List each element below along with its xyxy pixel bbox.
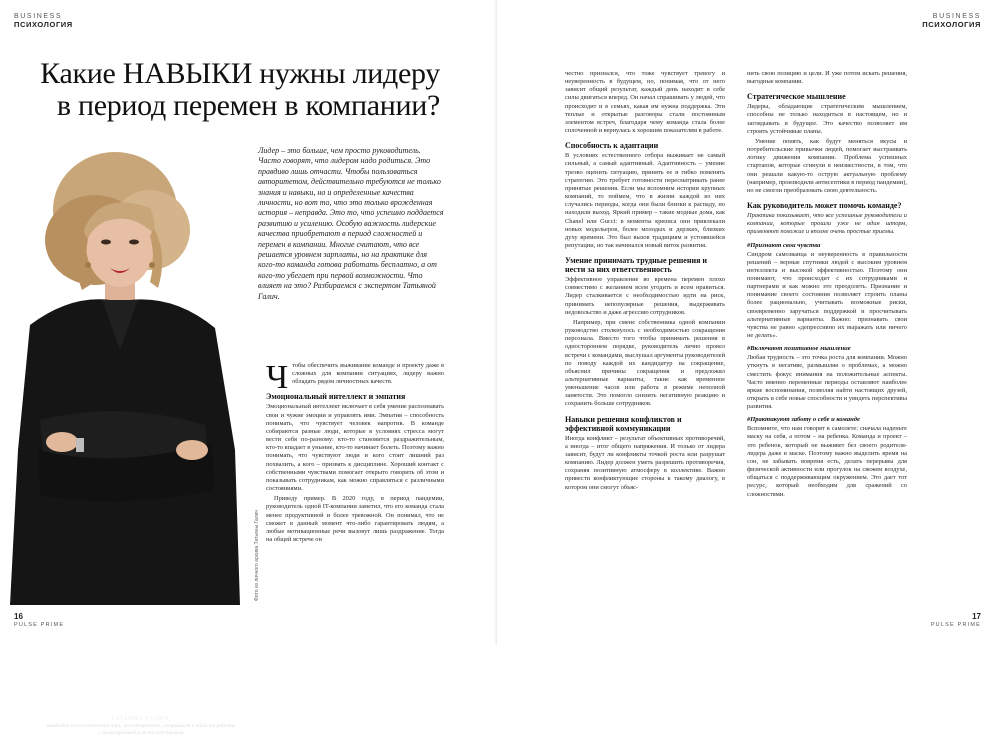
body-paragraph: Эффективное управление во времена перемен плохо совместимо с желанием всем угодить и всем нравиться. Лидер сталкивается с необходимостью идти на риск, принимать непопулярные решения, выдерживать недовольство и даже агрессию сотрудников.: [565, 276, 725, 316]
text-column-2: [565, 70, 725, 605]
body-paragraph-italic: Практика показывает, что все успешные руководители и компании, которые прошли уже не один шторм, применяют похожие и вполне очень простые приемы.: [747, 212, 907, 236]
body-paragraph: Любая трудность – это точка роста для компании. Можно уткнуть в негативе, размышляя о проблемах, а можно сместить фокус внимания на положительные аспекты. Часто именно переменные периоды оставляют наиболее яркие воспоминания, позволяя найти настоящих друзей, открыть в себе новые способности и увидеть перспективы развития.: [747, 354, 907, 411]
magazine-name-right: PULSE PRIME: [930, 621, 981, 628]
section-label: BUSINESS: [932, 13, 981, 20]
body-paragraph: Иногда конфликт – результат объективных противоречий, а иногда – итог общего напряжения. И только от лидера зависит, будут ли конфликты точкой роста или разрушат компанию. Лидер должен уметь разрешить противоречия, сохраняя позитивную атмосферу в коллективе. Важно привести конфликтующие стороны к такому диалогу, в котором они смогут объяс-: [565, 434, 725, 491]
subsection-label: ПСИХОЛОГИЯ: [14, 20, 73, 30]
tip-heading: #Практикуют заботу о себе и команде: [747, 416, 860, 424]
tip-heading: #Включают позитивное мышление: [747, 345, 851, 353]
page-number-left: 16: [14, 612, 23, 621]
caption-name: ТАТЬЯНА ГАЛИЧ,: [110, 716, 172, 722]
subsection-label: ПСИХОЛОГИЯ: [922, 20, 981, 30]
caption-text: кандидат психологических наук, психотерапевт, специалист в области работы с психотравмой и ее последствиями: [46, 723, 236, 736]
drop-cap: Ч: [266, 359, 289, 396]
body-paragraph: Вспомните, что нам говорят в самолете: сначала наденьте маску на себя, а потом – на ребенка. Команда и проект – это ребенок, который не выживет без своего родителя-лидера даже в маске. Поэтому важно выделить время на сон, не забывать вовремя есть, делать перерывы для физической активности или прогулок на свежем воздухе, общаться с поддерживающим окружением. Это дает тот ресурс, который необходим для сражений со сложностями.: [747, 425, 907, 498]
tip-heading: #Признают свои чувства: [747, 241, 821, 249]
footer-left: [14, 612, 64, 628]
body-paragraph: честно признался, что тоже чувствует тревогу и неуверенность в будущем, но, понимая, что от него зависит общий результат, каждый день находит в себе силы двигаться вперед. Он начал спрашивать у людей, что происходит и в семьях, какая им нужна поддержка. Эти теплые и открытые разговоры стали постоянным элементом встреч, благодаря чему команда стала более сплоченной и вернулась к хорошим показателям в работе.: [565, 70, 725, 135]
body-paragraph: Эмоциональный интеллект включает в себя умение распознавать свои и чужие эмоции и управлять ими. Эмпатия – способность понимать, что чувствует человек напротив. В команде собираются разные люди, которые в условиях стресса могут вести себя по-разному: кто-то становится раздражительным, кто-то впадает в уныние, кто-то начинает болеть. Поэтому важно понимать, что чувствуют люди и кого стоит лишний раз похвалить, а кого – призвать к дисциплине. Хороший контакт с собственными чувствами помогает открыто говорить об этом и показывать сотрудникам, как можно справляться с различными состояниями.: [266, 403, 444, 493]
magazine-name-left: PULSE PRIME: [14, 621, 65, 628]
text-column-1: [266, 359, 444, 607]
body-paragraph: Например, при смене собственника одной компании руководство столкнулось с необходимостью сокращения персонала. Вместо того чтобы принимать решения в одностороннем порядке, руководитель лично провел встречи с командами, выслушал аргументы руководителей по поводу каждой их кандидатур на сокращение, объяснил причины сокращения и предложил альтернативные варианты, такие как временное уменьшение часов или работа в режиме неполной занятости. Это помогло снизить негативную реакцию и сохранить больше сотрудников.: [565, 318, 725, 408]
page-number-right: 17: [972, 612, 981, 621]
body-paragraph: Умение понять, как будут меняться вкусы и потребительские привычки людей, помогает выстраивать логику движения компании. Проблема успешных стартапов, которые сгинули в неизвестности, в том, что они решали какую-то острую актуальную проблему (например, производили антисептики в период пандемии), но не смогли преобразовать свою деятельность.: [747, 137, 907, 194]
section-label: BUSINESS: [14, 13, 63, 20]
section-header-right: [922, 13, 981, 30]
portrait-illustration: [0, 150, 250, 605]
footer-right: [931, 612, 981, 628]
section-header-left: [14, 13, 73, 30]
intro-text: тобы обеспечить выживание команде и проекту даже в сложных для компании ситуациях, лидеру важно обладать рядом личностных качеств.: [292, 362, 444, 386]
subheading-adaptation: Способность к адаптации: [565, 141, 659, 151]
text-column-3: [747, 70, 907, 605]
article-title: Какие НАВЫКИ нужны лидеру в период перемен в компании?: [40, 57, 440, 122]
body-paragraph: В условиях естественного отбора выживает не самый сильный, а самый адаптивный. Адаптивность – умение трезво оценить ситуацию, принять ее и гибко поменять стратегию. Это требует готовности пересматривать ранее принятые решения. Если мы вспомним истории крупных компаний, то поймем, что в жизни каждой из них случались периоды, когда они были близки к распаду, но находили выход. Яркий пример – такие модные дома, как Chanel или Gucci: в моменты кризиса они привлекали новых модельеров, более молодых и дерзких, близких духу времени. Это был вызов традициям и устоявшейся репутации, но так начинался новый виток развития.: [565, 152, 725, 249]
photo-credit: [253, 440, 261, 605]
photo-credit-text: Фото из личного архива Татьяны Галич: [254, 509, 260, 601]
subheading-conflicts: Навыки решения конфликтов и эффективной коммуникации: [565, 414, 682, 433]
left-page: [0, 0, 497, 736]
body-paragraph: Лидеры, обладающие стратегическим мышлением, способны не только находиться в настоящем, но и заглядывать в будущее. Это качество позволяет им строить устойчивые планы.: [747, 103, 907, 135]
body-paragraph: Синдром самозванца и неуверенность в правильности решений – верные спутники людей с высоким уровнем интеллекта и высокой эффективностью. Поэтому они понимают, что происходит с их сотрудниками и партнерами и как можно это преодолеть. Признание и понимание своего состояния позволяет строить планы более рационально, учитывать возможные риски, своевременно заручаться поддержкой и просчитывать альтернативные варианты. Важно: признавать свои чувства не равно «депрессивно их выражать или ничего не делать».: [747, 250, 907, 340]
photo-caption: [46, 716, 236, 737]
article-lead: Лидер – это больше, чем просто руководитель. Часто говорят, что лидером надо родиться. Это правдиво лишь отчасти. Чтобы пользоваться авторитетом, действительно требуются не только знания и навыки, но и определенные качества личности, но вот то, что это только врожденная история – неправда. Это то, что успешно поддается развитию и усилению. Особую важность лидерские качества приобретают в период сложностей и перемен в компании. Многие считают, что все решается уровнем зарплаты, но на практике для кого-то команда готова работать бесплатно, а от кого-то убегает при первой возможности. Что влияет на это? Разбираемся с экспертом Татьяной Галич.: [258, 146, 444, 301]
subheading-how-to-help: Как руководитель может помочь команде?: [747, 201, 902, 211]
intro-paragraph: [266, 359, 444, 396]
body-paragraph: Приведу пример. В 2020 году, в период пандемии, руководитель одной IT-компании заметил, что его команда стала менее продуктивной и более тревожной. Он понимал, что не сможет в данный момент что-либо гарантировать людям, а любые мотивационные речи вызовут лишь раздражение. Тогда на общей встрече он: [266, 495, 444, 543]
subheading-hard-decisions: Умение принимать трудные решения и нести за них ответственность: [565, 256, 707, 275]
subheading-strategic-thinking: Стратегическое мышление: [747, 92, 846, 102]
subheading-emotional-intelligence: Эмоциональный интеллект и эмпатия: [266, 392, 406, 402]
body-paragraph: нить свою позицию и цели. И уже потом искать решения, выгодные компании.: [747, 70, 907, 86]
